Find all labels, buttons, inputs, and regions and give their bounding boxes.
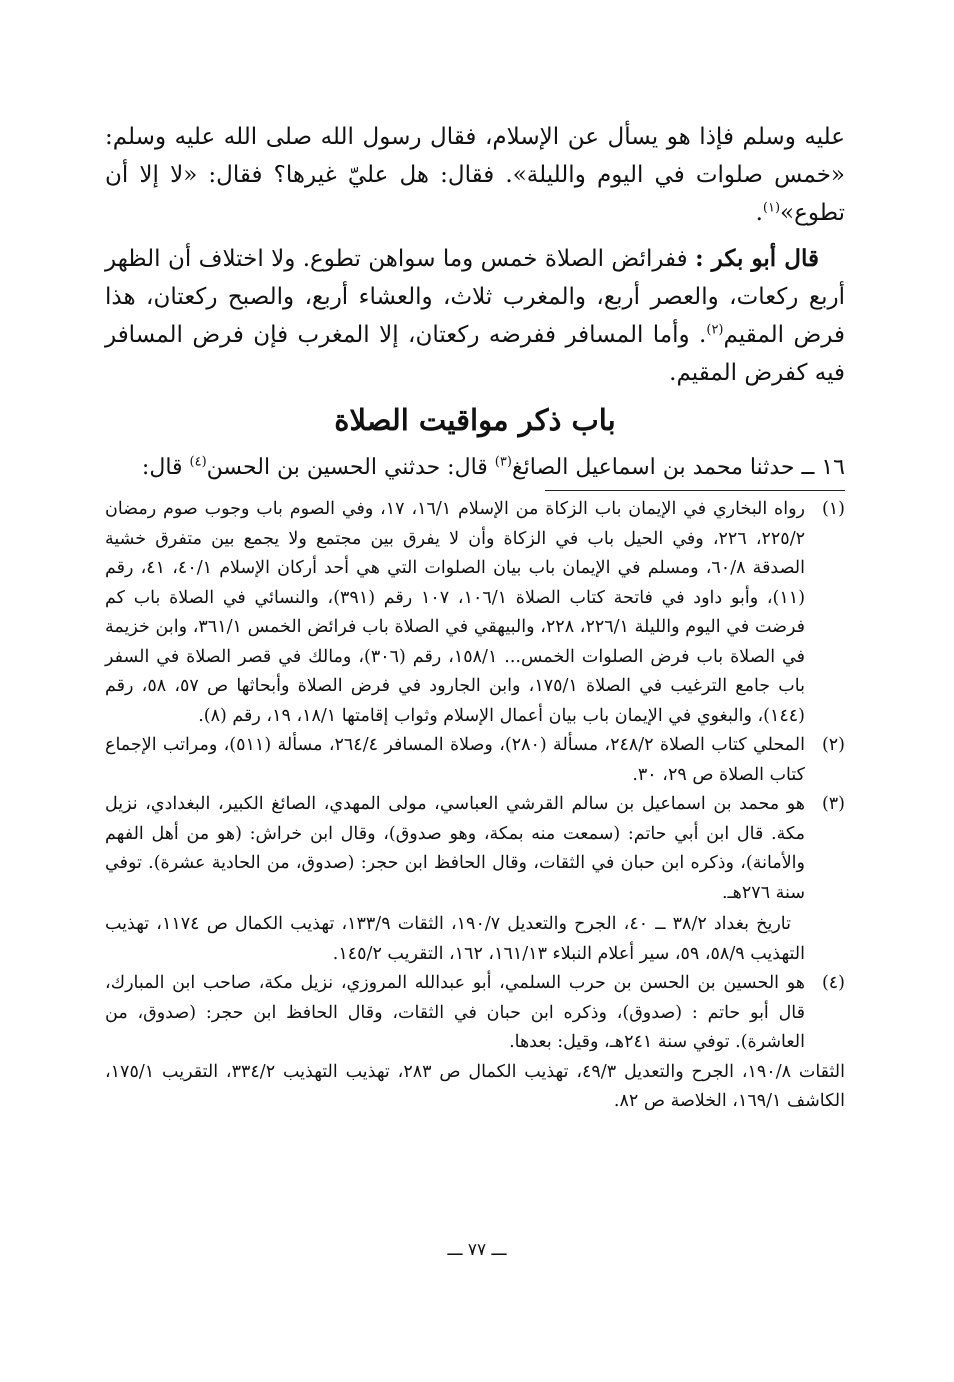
footnote-number: (١)	[821, 499, 845, 519]
footnote-4-sources: الثقات ١٩٠/٨، الجرح والتعديل ٤٩/٣، تهذيب الكمال ص ٢٨٣، تهذيب التهذيب ٣٣٤/٢، التقريب ١٧٥/١، الكاشف ١٦٩/١، الخلاصة ص ٨٢.	[105, 1061, 846, 1111]
footnote-3	[105, 790, 845, 908]
speaker-name: قال أبو بكر :	[695, 245, 819, 272]
footnote-4	[105, 969, 845, 1058]
section-heading: باب ذكر مواقيت الصلاة	[334, 403, 616, 437]
footnote-ref-2[interactable]: (٢)	[706, 322, 724, 338]
footnote-number: (٣)	[821, 794, 845, 814]
paragraph-2-text-b: . وأما المسافر ففرضه ركعتان، إلا المغرب فإن فرض المسافر فيه كفرض المقيم.	[105, 322, 845, 386]
footnote-2	[105, 731, 845, 790]
page-body	[105, 118, 845, 1117]
footnote-ref-3[interactable]: (٣)	[494, 454, 512, 470]
paragraph-1-text: عليه وسلم فإذا هو يسأل عن الإسلام، فقال رسول الله صلى الله عليه وسلم: «خمس صلوات في اليوم والليلة». فقال: هل عليّ غيرها؟ فقال: «لا إلا أن تطوع»	[105, 124, 845, 226]
footnote-number: (٤)	[821, 973, 845, 993]
hadith-text-a: ١٦ ــ حدثنا محمد بن اسماعيل الصائغ	[511, 455, 845, 480]
footnote-text: هو محمد بن اسماعيل بن سالم القرشي العباسي، مولى المهدي، الصائغ الكبير، البغدادي، نزيل مكة. قال ابن أبي حاتم: (سمعت منه بمكة، وهو صدوق)، وقال ابن خراش: (هو من أهل الفهم والأمانة)، وذكره ابن حبان في الثقات، وقال الحافظ ابن حجر: (صدوق، من الحادية عشرة). توفي سنة ٢٧٦هـ.	[105, 794, 805, 903]
hadith-text-c: قال:	[141, 455, 190, 480]
footnote-text: المحلي كتاب الصلاة ٢٤٨/٢، مسألة (٢٨٠)، وصلاة المسافر ٢٦٤/٤، مسألة (٥١١)، ومراتب الإجماع كتاب الصلاة ص ٢٩، ٣٠.	[105, 735, 805, 785]
paragraph-1-end: .	[755, 200, 763, 226]
footnote-divider	[545, 490, 845, 491]
footnote-number: (٢)	[821, 735, 845, 755]
page-number: ـــ ٧٧ ـــ	[447, 1240, 507, 1260]
paragraph-2-text-a: ففرائض الصلاة خمس وما سواهن تطوع. ولا اختلاف أن الظهر أربع ركعات، والعصر أربع، والمغرب ثلاث، والعشاء أربع، والصبح ركعتان، هذا فرض المقيم	[105, 246, 845, 348]
hadith-line	[105, 450, 845, 486]
footnote-ref-1[interactable]: (١)	[762, 200, 781, 216]
footnote-ref-4[interactable]: (٤)	[189, 454, 207, 470]
footnote-3-sources: تاريخ بغداد ٣٨/٢ ــ ٤٠، الجرح والتعديل ١٩٠/٧، الثقات ١٣٣/٩، تهذيب الكمال ص ١١٧٤، تهذيب التهذيب ٥٨/٩، ٥٩، سير أعلام النبلاء ١٦١/١٣، ١٦٢، التقريب ١٤٥/٢.	[105, 914, 805, 964]
hadith-text-b: قال: حدثني الحسين بن الحسن	[206, 455, 495, 480]
paragraph-2	[105, 240, 845, 392]
paragraph-1	[105, 118, 845, 232]
footnote-text: رواه البخاري في الإيمان باب الزكاة من الإسلام ١٦/١، ١٧، وفي الصوم باب وجوب صوم رمضان ٢٢٥/٢، ٢٢٦، وفي الحيل باب في الزكاة وأن لا يفرق بين مجتمع ولا يجمع بين متفرق خشية الصدقة ٦٠/٨، ومسلم في الإيمان باب بيان الصلوات التي هي أحد أركان الإسلام ٤٠/١، ٤١، رقم (١١)، وأبو داود في فاتحة كتاب الصلاة ١٠٦/١، ١٠٧ رقم (٣٩١)، والنسائي في الصلاة باب كم فرضت في اليوم والليلة ٢٢٦/١، ٢٢٨، والبيهقي في الصلاة باب فرائض الخمس ٣٦١/١، وابن خزيمة في الصلاة باب فرض الصلوات الخمس... ١٥٨/١، رقم (٣٠٦)، ومالك في قصر الصلاة في السفر باب جامع الترغيب في الصلاة ١٧٥/١، وابن الجارود في فرض الصلاة وأبحاثها ص ٥٧، ٥٨، رقم (١٤٤)، والبغوي في الإيمان باب بيان أعمال الإسلام وثواب إقامتها ١٨/١، ١٩، رقم (٨).	[105, 499, 806, 726]
footnote-text: هو الحسين بن الحسن بن حرب السلمي، أبو عبدالله المروزي، نزيل مكة، صاحب ابن المبارك، قال أبو حاتم : (صدوق)، وذكره ابن حبان في الثقات، وقال الحافظ ابن حجر: (صدوق، من العاشرة). توفي سنة ٢٤١هـ، وقيل: بعدها.	[105, 973, 805, 1052]
footnote-1	[105, 495, 845, 731]
